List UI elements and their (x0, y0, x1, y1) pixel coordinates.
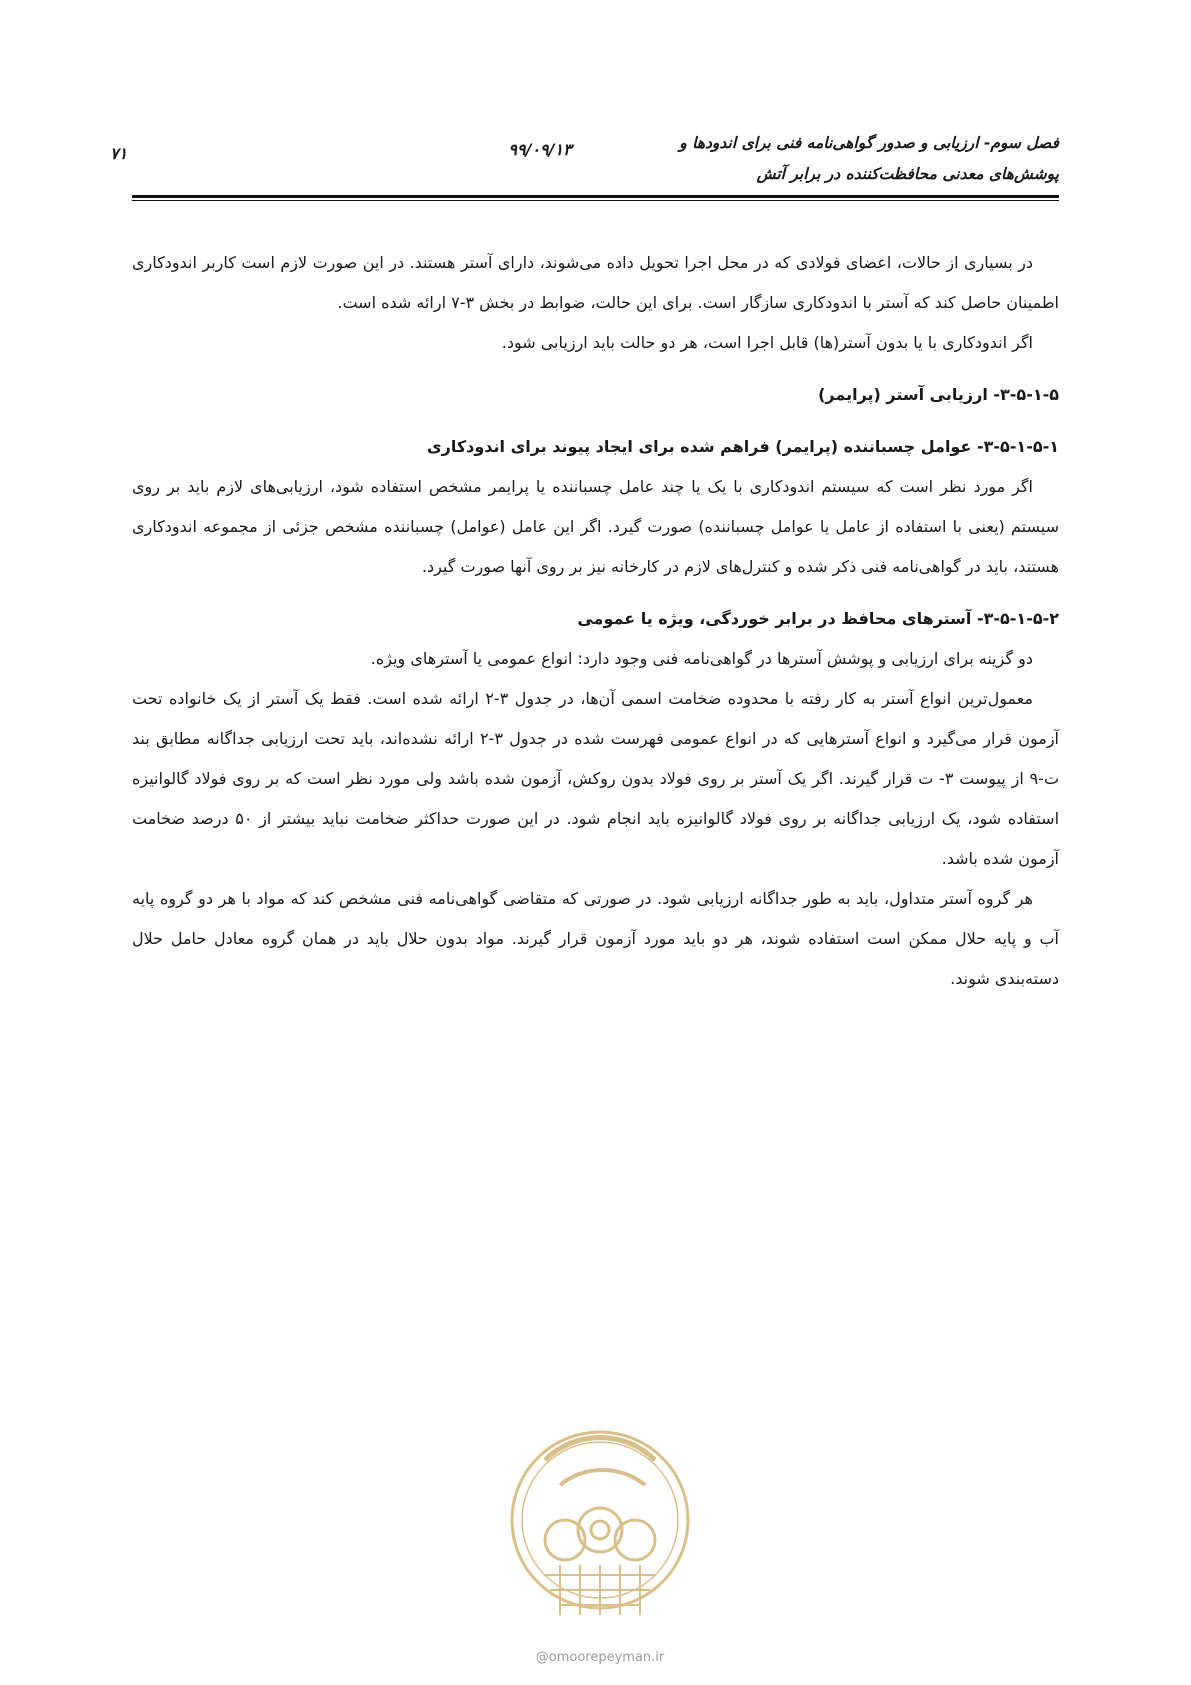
document-body (132, 243, 1059, 999)
header-rule-thick (132, 195, 1059, 198)
paragraph-3: اگر مورد نظر است که سیستم اندودکاری با یک یا چند عامل چسباننده یا پرایمر مشخص استفاده شود، ارزیابی‌های لازم باید بر روی سیستم (یعنی با استفاده از عامل یا عوامل چسباننده) صورت گیرد. اگر این عامل (عوامل) چسباننده مشخص جزئی از مجموعه اندودکاری هستند، باید در گواهی‌نامه فنی ذکر شده و کنترل‌های لازم در کارخانه نیز بر روی آنها صورت گیرد. (132, 477, 1059, 576)
page-number: ۷۱ (110, 144, 128, 163)
header-title-line-2: پوشش‌های معدنی محافظت‌کننده در برابر آتش (756, 165, 1059, 183)
section-heading-1: ۳-۵-۱-۵- ارزیابی آستر (پرایمر) (818, 385, 1059, 404)
paragraph-6: هر گروه آستر متداول، باید به طور جداگانه ارزیابی شود. در صورتی که متقاضی گواهی‌نامه فنی مشخص کند که مواد با هر دو گروه پایه آب و پایه حلال ممکن است استفاده شوند، هر دو باید مورد آزمون قرار گیرند. مواد بدون حلال باید در همان گروه معادل حامل حلال دسته‌بندی شوند. (132, 889, 1059, 988)
section-heading-3: ۳-۵-۱-۵-۲- آسترهای محافظ در برابر خوردگی، ویژه یا عمومی (577, 609, 1059, 628)
paragraph-5: معمول‌ترین انواع آستر به کار رفته با محدوده ضخامت اسمی آن‌ها، در جدول ۳-۲ ارائه شده است. فقط یک آستر از یک خانواده تحت آزمون قرار می‌گیرد و انواع آسترهایی که در انواع عمومی فهرست شده در جدول ۳-۲ ارائه نشده‌اند، باید تحت ارزیابی جداگانه مطابق بند ت-۹ از پیوست ۳- ت قرار گیرند. اگر یک آستر بر روی فولاد بدون روکش، آزمون شده باشد ولی مورد نظر است که بر روی فولاد گالوانیزه استفاده شود، یک ارزیابی جداگانه بر روی فولاد گالوانیزه باید انجام شود. در این صورت حداکثر ضخامت نباید بیشتر از ۵۰ درصد ضخامت آزمون شده باشد. (132, 689, 1060, 868)
watermark-seal-icon (505, 1390, 695, 1650)
paragraph-1: در بسیاری از حالات، اعضای فولادی که در محل اجرا تحویل داده می‌شوند، دارای آستر هستند. در این صورت لازم است کاربر اندودکاری اطمینان حاصل کند که آستر با اندودکاری سازگار است. برای این حالت، ضوابط در بخش ۳-۷ ارائه شده است. (132, 253, 1059, 312)
header-date: ۹۹/۰۹/۱۳ (508, 140, 572, 159)
header-title (499, 128, 1059, 190)
section-heading-2: ۳-۵-۱-۵-۱- عوامل چسباننده (پرایمر) فراهم شده برای ایجاد پیوند برای اندودکاری (426, 437, 1059, 456)
watermark-url: @omoorepeyman.ir (535, 1650, 665, 1665)
paragraph-4: دو گزینه برای ارزیابی و پوشش آسترها در گواهی‌نامه فنی وجود دارد: انواع عمومی یا آسترهای ویژه. (370, 649, 1033, 668)
paragraph-2: اگر اندودکاری با یا بدون آستر(ها) قابل اجرا است، هر دو حالت باید ارزیابی شود. (501, 333, 1033, 352)
header-title-line-1: فصل سوم- ارزیابی و صدور گواهی‌نامه فنی برای اندودها و (679, 134, 1059, 152)
header-rule-thin (132, 200, 1059, 201)
